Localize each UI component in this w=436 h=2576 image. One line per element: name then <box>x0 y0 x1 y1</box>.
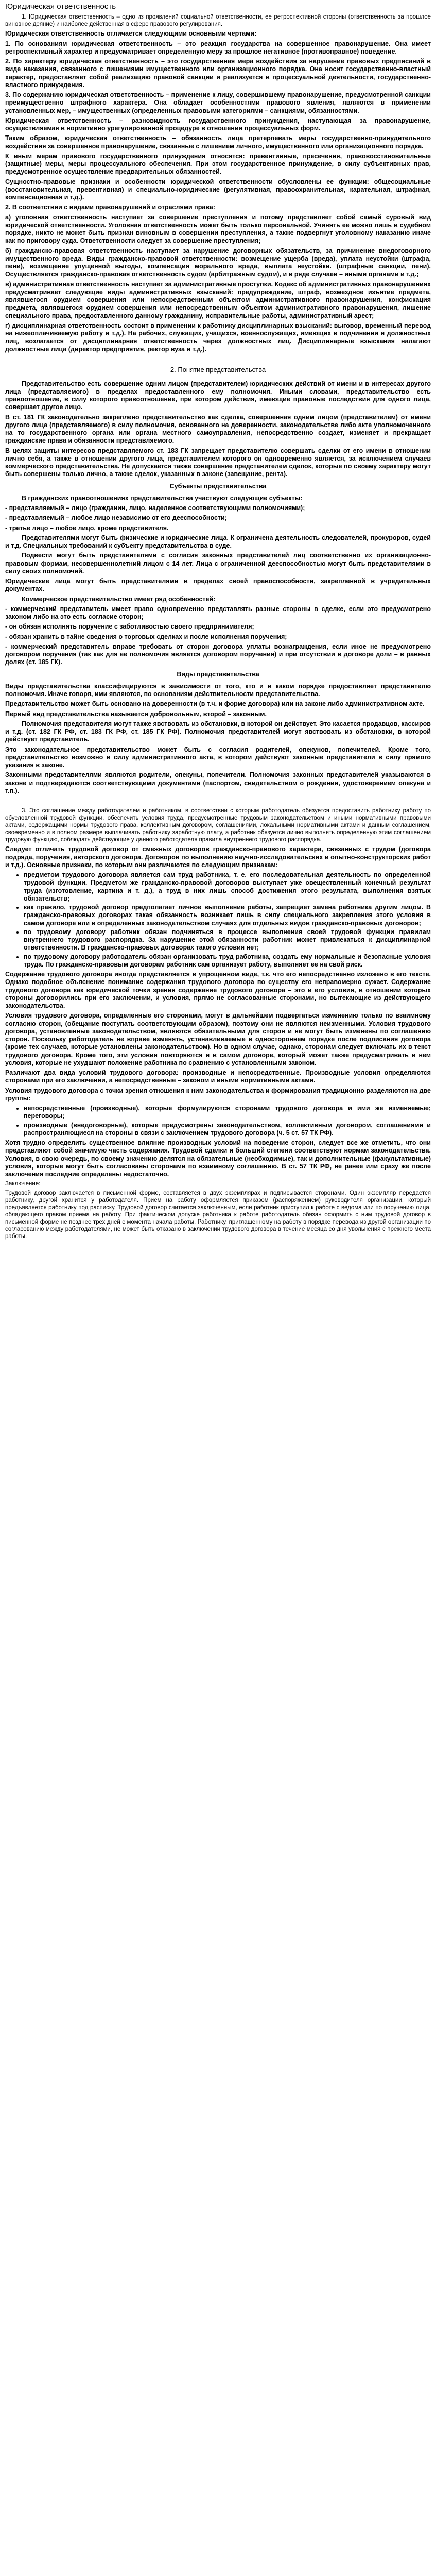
paragraph: Содержание трудового договора иногда представляется в упрощенном виде, т.к. что его непосредственно изложено в его тексте. Однако подобное объяснение понимание содержания трудового договора по существу его неправомерно сужает. Содержание трудового договора как юридической точки зрения содержание трудового договора – это и его условия, в отношении которых стороны договорились при его заключении, и условия, прямо не согласованные сторонами, но вытекающие из действующего законодательства. <box>5 971 431 1010</box>
list-item: • непосредственные (производные), которые формулируются сторонами трудового договора и ими же изменяемые; переговоры; <box>24 1105 431 1121</box>
paragraph: Представителями могут быть физические и юридические лица. К ограничена деятельность следователей, прокуроров, судей и т.д. Специальных требований к субъекту представительства в суде. <box>5 534 431 550</box>
paragraph: в) административная ответственность наступает за административные проступки. Кодекс об административных правонарушениях предусматривает следующие виды административных взысканий: предупреждение, штраф, возмездное изъятие предмета, являвшегося орудием совершения или непосредственным объектом административного правонарушения, конфискация предмета, являвшегося орудием совершения или непосредственным объектом административного правонарушения, лишение специального права, предоставленного данному гражданину, исправительные работы, административный арест; <box>5 280 431 319</box>
section-3-body-b <box>5 971 431 1103</box>
paragraph: а) уголовная ответственность наступает за совершение преступления и потому представляет собой самый суровый вид юридической ответственности. Уголовная ответственность может быть только персональной. Учинять ее можно лишь в судебном порядке, никто не может быть признан виновным в совершении преступления, а также подвергнут уголовному наказанию иначе как по приговору суда. Ответственности следует за совершение преступления; <box>5 213 431 245</box>
paragraph: Первый вид представительства называется добровольным, второй – законным. <box>5 710 267 718</box>
document-title: Юридическая ответственность <box>5 2 116 11</box>
subsection-heading: Виды представительства <box>177 670 259 678</box>
paragraph: - коммерческий представитель имеет право одновременно представлять разные стороны в сделке, если это предусмотрено законом либо на это есть согласие сторон; <box>5 605 431 621</box>
paragraph: Представительство может быть основано на доверенности (в т.ч. и форме договора) или на законе либо административном акте. <box>5 700 425 708</box>
section-1-body <box>5 30 431 353</box>
paragraph: - третье лицо – любое лицо, кроме представителя. <box>5 524 169 532</box>
paragraph: Юридическая ответственность отличается следующими основными чертами: <box>5 30 257 38</box>
paragraph: Коммерческое представительство имеет ряд особенностей: <box>22 595 216 603</box>
list-item: • по трудовому договору работодатель обязан организовать труд работника, создать ему нормальные и безопасные условия труда. По гражданско-правовым договорам работник сам организует работу, выполняет ее на свой риск. <box>24 953 431 969</box>
section-3-body-a <box>5 845 431 869</box>
section-3-intro: 3. Это соглашение между работодателем и работником, в соответствии с которым работодатель обязуется предоставить работнику работу по обусловленной трудовой функции, обеспечить условия труда, предусмотренные трудовым законодательством и иными нормативными правовыми актами, содержащими нормы трудового права, коллективным договором, соглашениями, локальными нормативными актами и данным соглашением, своевременно и в полном размере выплачивать работнику заработную плату, а работник обязуется лично выполнять определенную этим соглашением трудовую функцию, соблюдать действующие у данного работодателя правила внутреннего трудового распорядка. <box>5 808 431 843</box>
paragraph: В гражданских правоотношениях представительства участвуют следующие субъекты: <box>22 494 303 502</box>
paragraph: Это законодательное представительство может быть с согласия родителей, опекунов, попечителей. Кроме того, представительство возможно в силу административного акта, в котором действуют законные представители в силу прямого указания в законе. <box>5 745 431 769</box>
paragraph: Юридическая ответственность – разновидность государственного принуждения, наступающая за правонарушение, осуществляемая в нормативно урегулированной процедуре в отношении процессуальных форм. <box>5 116 431 132</box>
paragraph: г) дисциплинарная ответственность состоит в применении к работнику дисциплинарных взысканий: выговор, временный перевод на нижеоплачиваемую работу и т.д.). На рабочих, служащих, учащихся, военнослужащих, имеющих в подчинении и должностных лиц, возлагается от дисциплинарная ответственность через должностных лиц. Дисциплинарные взыскания налагают должностные лица (директор предприятия, ректор вуза и т.д.). <box>5 321 431 353</box>
section-2-body <box>5 380 431 795</box>
paragraph: Сущностно-правовые признаки и особенности юридической ответственности обусловлены ее функции: общесоциальные (восстановительная, превентивная) и специально-юридические (регулятивная, правоохранительная, карательная, штрафная, компенсационная и т.д.). <box>5 178 431 201</box>
paragraph: - представляемый – лицо (гражданин, лицо, наделенное соответствующими полномочиями); <box>5 504 305 512</box>
section-1-intro: 1. Юридическая ответственность – одно из проявлений социальной ответственности, ее ретроспективной стороны (ответственность за прошлое виновное деяние) и наиболее действенная в сфере правового регулирования. <box>5 14 431 28</box>
paragraph: В ст. 181 ГК законодательно закреплено представительство как сделка, совершенная одним лицом (представителем) от имени другого лица (представляемого) в силу полномочия, основанного на доверенности, законодательстве либо акте уполномоченного на то государственного органа или органа местного самоуправления, непосредственно создает, изменяет и прекращает гражданские права и обязанности представляемого. <box>5 413 431 445</box>
paragraph: 3. По содержанию юридическая ответственность – применение к лицу, совершившему правонарушение, предусмотренной санкции преимущественно штрафного характера. Она обладает особенностями правового явления, являются в применении установленных мер, – имущественных (определенных правовыми категориями – санкциями, обязанностями. <box>5 91 431 114</box>
paragraph: В целях защиты интересов представляемого ст. 183 ГК запрещает представителю совершать сделки от его имени в отношении лично себя, а также в отношении другого лица, представителем которого он одновременно является, за исключением случаев коммерческого представительства. Не допускается также совершение представителем сделок, которые по своему характеру могут быть совершены только лично, а также сделок, указанных в законе (завещание, рента). <box>5 447 431 478</box>
paragraph: - коммерческий представитель вправе требовать от сторон договора уплаты вознаграждения, если иное не предусмотрено договором поручения (так как для ее полномочия является договором поручения) и при отсутствии в договоре доли – в равных долях (ст. 185 ГК). <box>5 642 431 666</box>
section-1 <box>5 13 431 353</box>
paragraph: Виды представительства классифицируются в зависимости от того, кто и в каком порядке предоставляет представителю полномочия. Иначе говоря, ими являются, по основаниям действительности представительства. <box>5 682 431 698</box>
paragraph: Представительство есть совершение одним лицом (представителем) юридических действий от имени и в интересах другого лица (представляемого) в пределах предоставленного ему полномочия. Иными словами, представительство есть правоотношение, в силу которого правоотношение, при котором действия, имеющие правовые последствия для одного лица, совершает другое лицо. <box>5 380 431 411</box>
paragraph: К иным мерам правового государственного принуждения относятся: превентивные, пресечения, правовосстановительные (защитные) меры, меры процессуального обеспечения. При этом государственное принуждение, в силу субъективных прав, предусмотренное осуществление предварительных обязанностей. <box>5 152 431 176</box>
list-item: • предметом трудового договора является сам труд работника, т. е. его последовательная деятельность по определенной трудовой функции. Предметом же гражданско-правовой договоров выступает уже овеществленный конечный результат труда (изготовление, картина и т. д.), а труд в них лишь способ достижения этого результата, выполнения взятых обязательств; <box>24 871 431 903</box>
paragraph: 2. По характеру юридическая ответственность – это государственная мера воздействия за нарушение правовых предписаний в виде наказания, связанного с лишениями имущественного или организационного порядка. Она носит государственно-властный характер, предоставляет собой реализацию правовой санкции и реализуется в процессуальной деятельности, государственно-властного принуждения. <box>5 58 431 89</box>
section-3 <box>5 807 431 1240</box>
paragraph: б) гражданско-правовая ответственность наступает за нарушение договорных обязательств, за причинение внедоговорного имущественного вреда. Виды гражданско-правовой ответственности: возмещение ущерба (вреда), уплата неустойки (штрафа, пени), возмещение упущенной выгоды, компенсация морального вреда, выплата неустойки. (штрафные санкции, пени). Осуществляется гражданско-правовая ответственность судом (арбитражным судом), и в ряде случаев – иными органами и т.д.; <box>5 247 431 278</box>
paragraph: Подвести могут быть представителями с согласия законных представителей лиц соответственно их организационно-правовым формам, несовершеннолетний лицом с 14 лет. Лица с ограниченной дееспособностью могут быть представителями в силу своих полномочий. <box>5 552 431 575</box>
conclusion-text: Трудовой договор заключается в письменной форме, составляется в двух экземплярах и подписывается сторонами. Один экземпляр передается работнику, другой хранится у работодателя. Прием на работу оформляется приказом (распоряжением) руководителя организации, который предъявляется работнику под расписку. Трудовой договор считается заключенным, если работник приступил к работе с ведома или по поручению лица, обладающего правом приема на работу. При фактическом допуске работника к работе работодатель обязан оформить с ним трудовой договор в письменной форме не позднее трех дней с момента начала работы. Работнику, приглашенному на работу в порядке перевода из другой организации по согласованию между работодателями, не может быть отказано в заключении трудового договора в течение месяца со дня увольнения с прежнего места работы. <box>5 1190 431 1240</box>
list-item: • как правило, трудовой договор предполагает личное выполнение работы, запрещает замена работника другим лицом. В гражданско-правовых договорах такая обязанность возникает лишь в силу специального закрепления этого условия в самом договоре или в определенных законодательством случаях для отдельных видов гражданско-правовых договоров; <box>24 904 431 927</box>
paragraph: Условия трудового договора, определенные его сторонами, могут в дальнейшем подвергаться изменению только по взаимному согласию сторон, (обещание поступать соответствующим образом), поэтому они не являются неизменными. Условия трудового договора, установленные законодательством, являются обязательными для сторон и не могут быть изменены по соглашению сторон. Поскольку работодатель не вправе изменять, устанавливаемые в одностороннем порядке после подписания договора (кроме тех случаев, которые установлены законодательством). Но в одном случае, однако, сторонам следует включать их в текст трудового договора. Кроме того, эти условия повторяются и в самом договоре, который может также предусматривать в нем условия, которые не ухудшают положение работника по сравнению с установленными законом. <box>5 1012 431 1066</box>
section-2-heading: 2. Понятие представительства <box>170 365 266 374</box>
paragraph: Условия трудового договора с точки зрения отношения к ним законодательства и формирования традиционно разделяются на две группы: <box>5 1087 431 1102</box>
paragraph: Полномочия представителя могут также явствовать из обстановки, в которой он действует. Это касается продавцов, кассиров и т.д. (ст. 182 ГК РФ, ст. 183 ГК РФ, ст. 185 ГК РФ). Полномочия представителей могут явствовать из обстановки, в которой действует представитель. <box>5 720 431 743</box>
paragraph: 1. По основаниям юридическая ответственность – это реакция государства на совершенное правонарушение. Она имеет ретроспективный характер и предусматривает определенную меру за прошлое негативное (противоправное) поведение. <box>5 40 431 55</box>
paragraph: - обязан хранить в тайне сведения о торговых сделках и после исполнения поручения; <box>5 633 287 640</box>
paragraph: Хотя трудно определить существенное влияние производных условий на поведение сторон, следует все же отметить, что они представляют собой значимую часть содержания. Трудовой сделки и больший степени соответствуют нормам законодательства. Условия, в свою очередь, по своему значению делятся на обязательные (необходимые), так и дополнительные (факультативные) условия, которые могут быть согласованы сторонами по взаимному соглашению. В ст. 57 ТК РФ, не ранее или сразу же после заключения последние определены недостаточно. <box>5 1139 431 1178</box>
list-item: • производные (внедоговорные), которые предусмотрены законодательством, коллективным договором, соглашениями и распространяющиеся на стороны в связи с заключением трудового договора (ч. 5 ст. 57 ТК РФ). <box>24 1122 431 1138</box>
document-page <box>0 0 436 1247</box>
paragraph: Следует отличать трудовой договор от смежных договоров гражданско-правового характера, связанных с трудом (договора подряда, поручения, авторского договора. Договоров по выполнению научно-исследовательских и опытно-конструкторских работ и т.д.). Основные признаки, по которым они различаются по следующим признакам: <box>5 845 431 869</box>
section-3-body-c <box>5 1139 431 1178</box>
paragraph: - он обязан исполнять поручение с заботливостью своего предпринимателя; <box>5 623 254 631</box>
list-item: • по трудовому договору работник обязан подчиняться в процессе выполнения своей трудовой функции правилам внутреннего трудового распорядка. За нарушение этой обязанности работник может привлекаться к дисциплинарной ответственности. В гражданско-правовых договорах такого условия нет; <box>24 928 431 952</box>
paragraph: Различают два вида условий трудового договора: производные и непосредственные. Производные условия определяются сторонами при его заключении, а непосредственные – законом и иными нормативными актами. <box>5 1069 431 1084</box>
paragraph: Юридические лица могут быть представителями в пределах своей правоспособности, закрепленной в учредительных документах. <box>5 578 431 593</box>
section-3-list-2 <box>5 1105 431 1137</box>
paragraph: Таким образом, юридическая ответственность – обязанность лица претерпевать меры государственно-принудительного воздействия за совершенное правонарушение, связанные с лишением личного, имущественного или организационного порядка. <box>5 134 431 150</box>
paragraph: - представляемый – любое лицо независимо от его дееспособности; <box>5 514 227 522</box>
section-3-list-1 <box>5 871 431 969</box>
subsection-heading: Субъекты представительства <box>169 482 267 490</box>
conclusion-label: Заключение: <box>5 1181 41 1188</box>
paragraph: Законными представителями являются родители, опекуны, попечители. Полномочия законных представителей указываются в законе и подтверждаются соответствующими документами (паспортом, свидетельством о рождении, удостоверением опекуна и т.п.). <box>5 771 431 794</box>
paragraph: 2. В соответствии с видами правонарушений и отраслями права: <box>5 204 215 211</box>
